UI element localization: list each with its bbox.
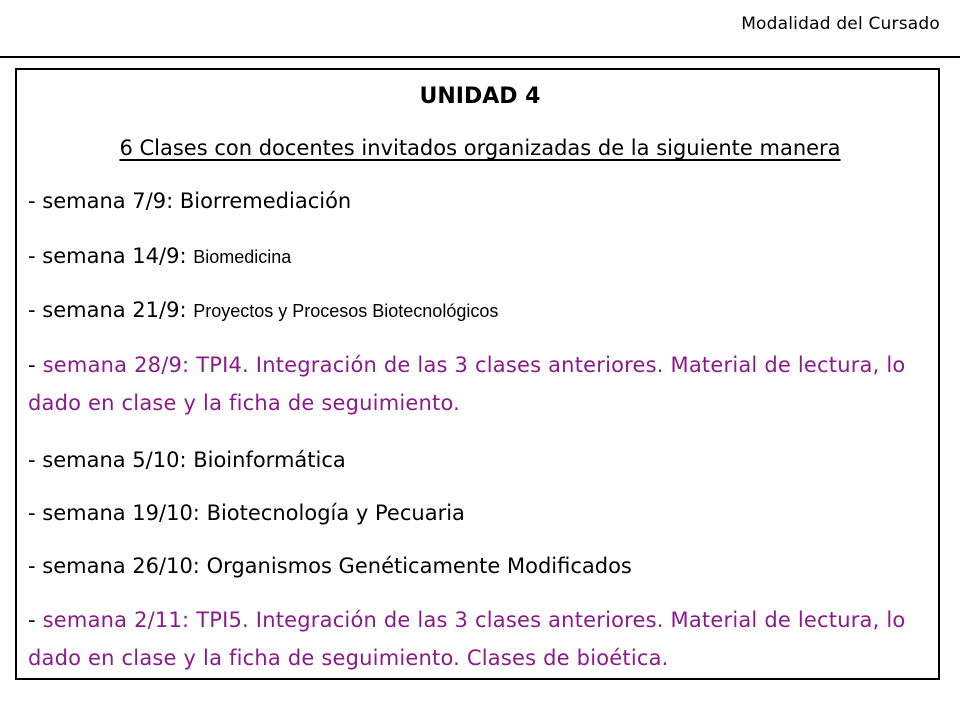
unit-subtitle: 6 Clases con docentes invitados organizadas de la siguiente manera xyxy=(119,136,841,160)
item-prefix: - semana 5/10: xyxy=(28,448,194,472)
schedule-item-highlight xyxy=(28,346,933,422)
page-header-title: Modalidad del Cursado xyxy=(741,14,940,34)
item-topic: Proyectos y Procesos Biotecnológicos xyxy=(193,301,499,321)
unit-title: UNIDAD 4 xyxy=(419,84,541,109)
schedule-item xyxy=(28,291,933,330)
schedule-item xyxy=(28,237,933,276)
item-prefix: - semana 26/10: xyxy=(28,554,207,578)
item-prefix: - xyxy=(28,353,43,377)
item-prefix: - semana 7/9: xyxy=(28,189,180,213)
item-topic: Biomedicina xyxy=(193,247,292,267)
schedule-item xyxy=(28,182,933,220)
item-prefix: - semana 14/9: xyxy=(28,244,194,268)
header-divider xyxy=(0,56,960,58)
item-prefix: - xyxy=(28,608,43,632)
item-highlight-text: semana 2/11: TPI5. Integración de las 3 clases anteriores. Material de lectura, lo dado en clase y la ficha de seguimiento. Clases de bioética. xyxy=(28,608,906,670)
item-topic: Biotecnología y Pecuaria xyxy=(206,501,465,525)
item-prefix: - semana 21/9: xyxy=(28,298,194,322)
item-topic: Biorremediación xyxy=(179,189,352,213)
item-topic: Bioinformática xyxy=(193,448,346,472)
item-prefix: - semana 19/10: xyxy=(28,501,207,525)
item-topic: Organismos Genéticamente Modificados xyxy=(206,554,632,578)
schedule-item xyxy=(28,547,933,585)
schedule-item-highlight xyxy=(28,601,933,677)
item-highlight-text: semana 28/9: TPI4. Integración de las 3 clases anteriores. Material de lectura, lo dado en clase y la ficha de seguimiento. xyxy=(28,353,906,415)
schedule-item xyxy=(28,494,933,532)
schedule-item xyxy=(28,441,933,479)
